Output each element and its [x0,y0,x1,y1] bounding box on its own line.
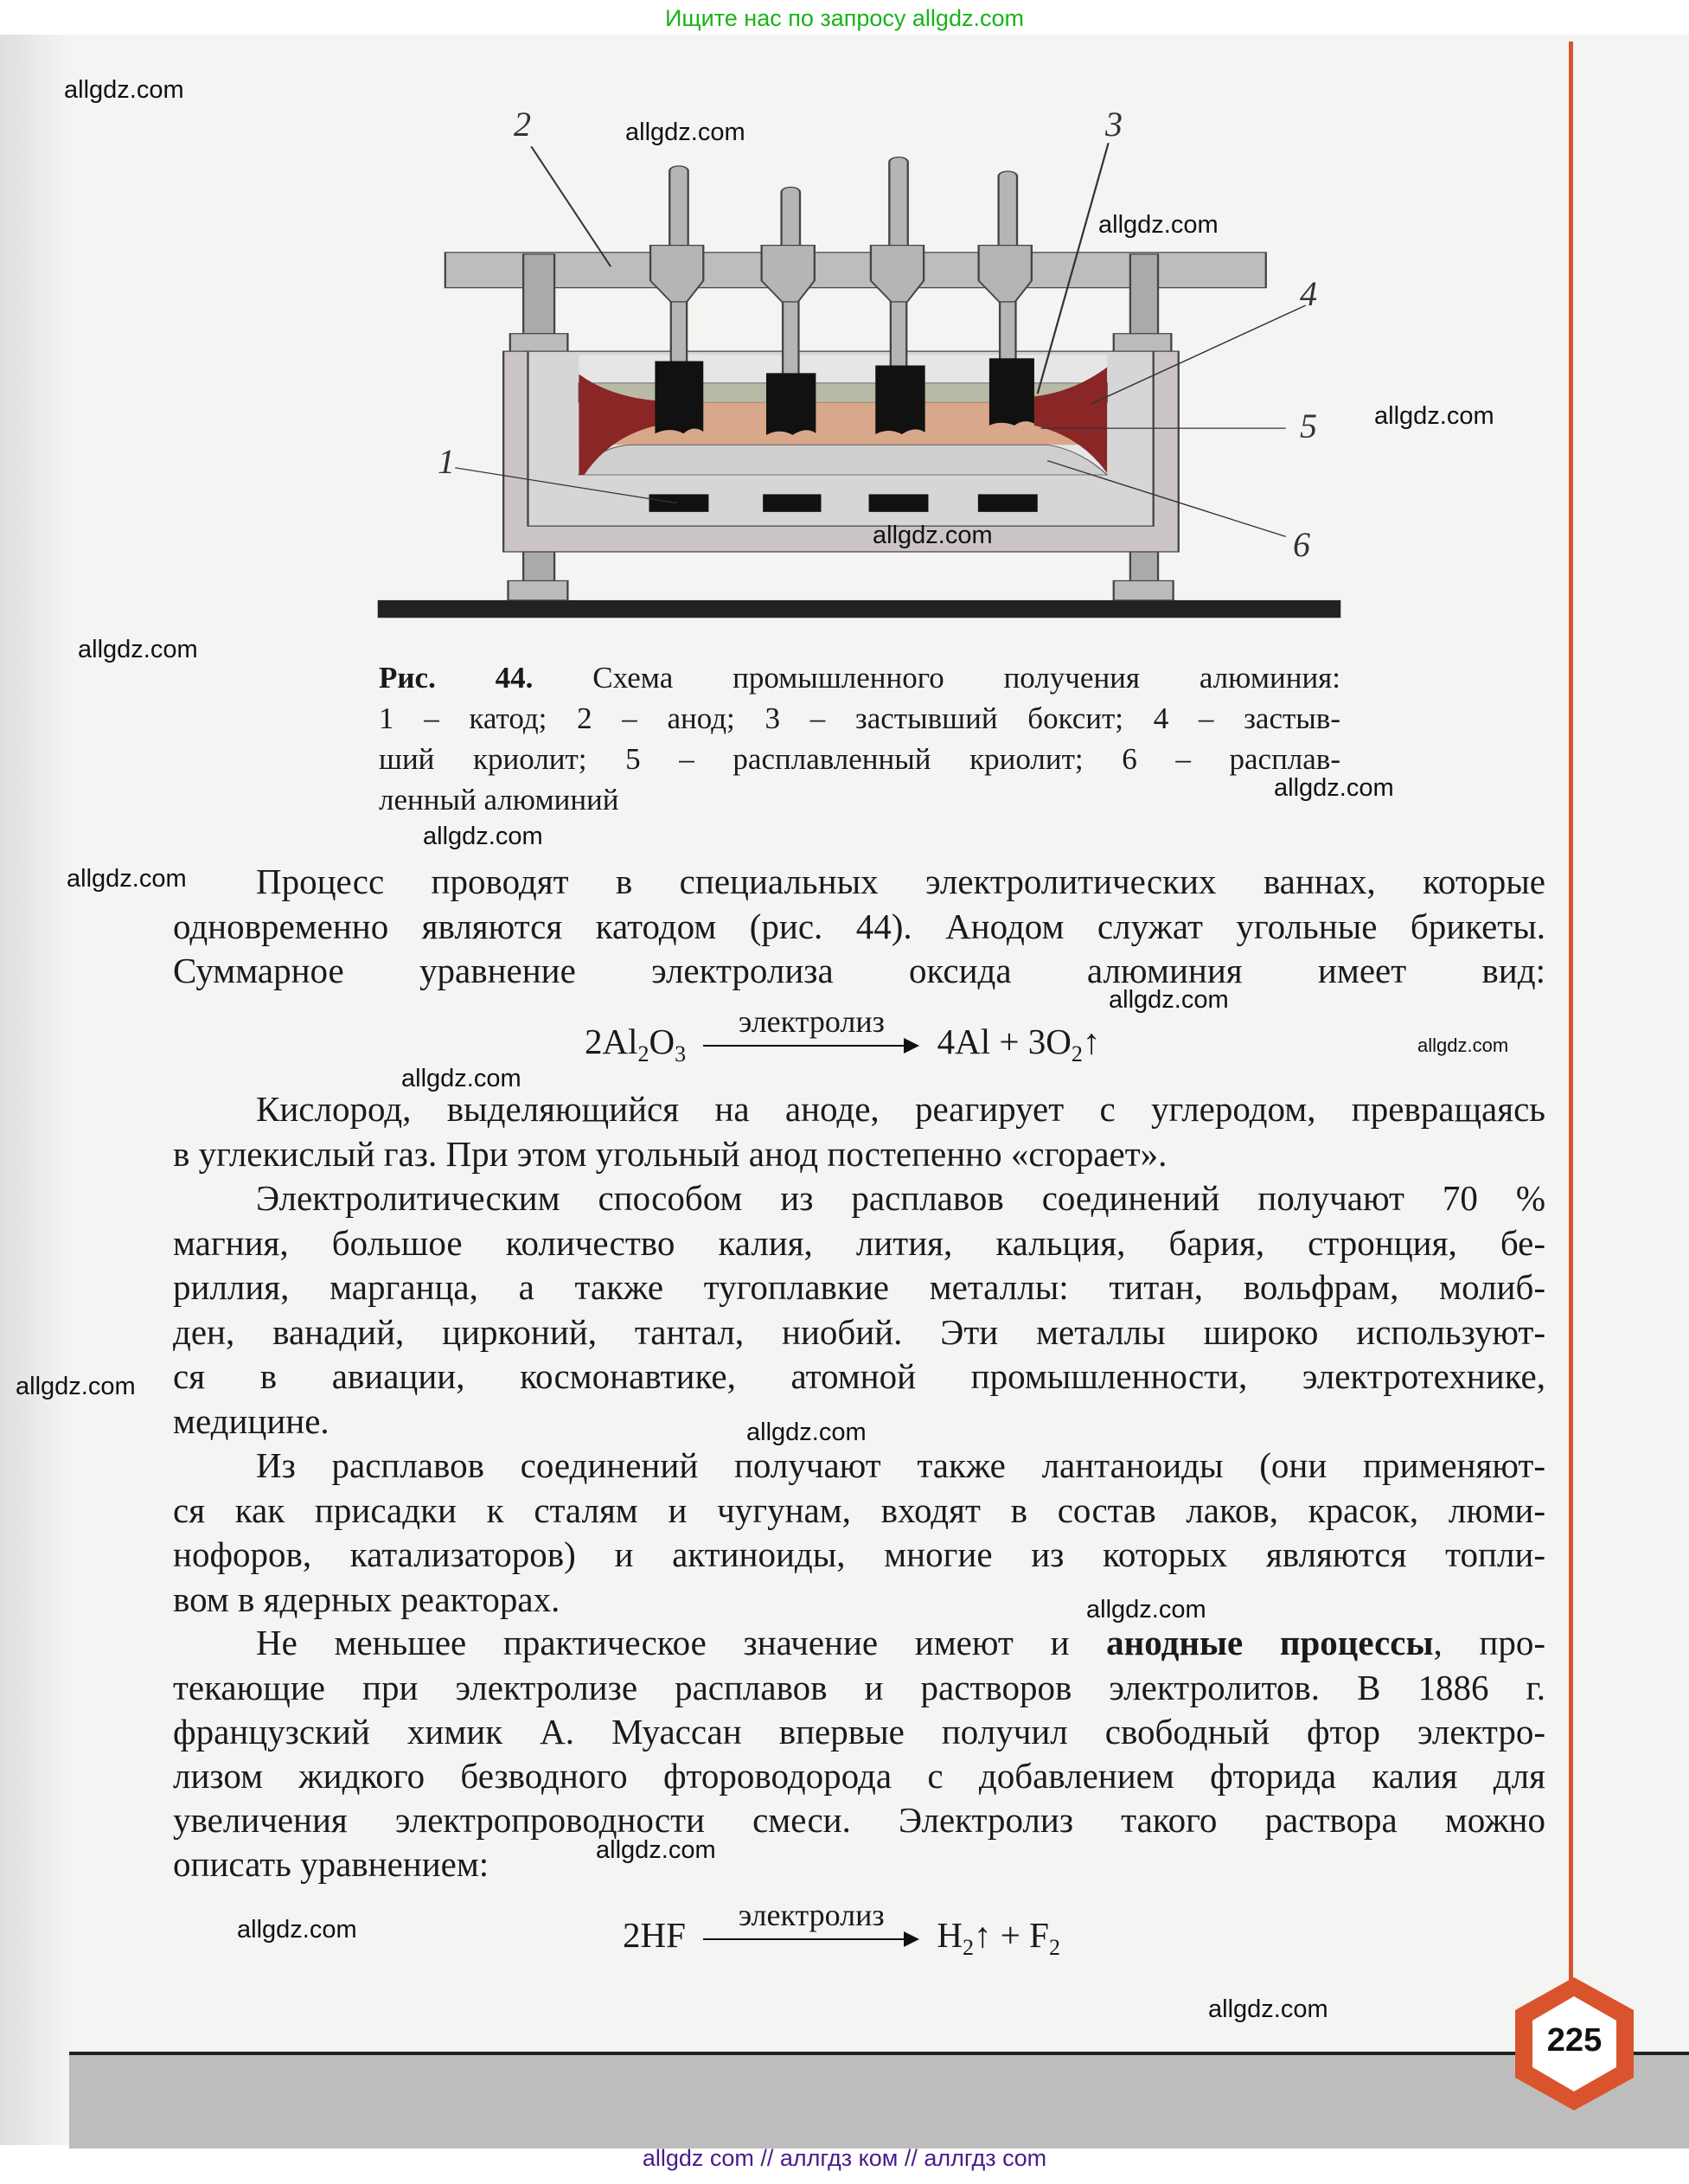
bold-term: анодные процессы [1106,1623,1434,1662]
text-line: риллия, марганца, а также тугоплавкие металлы: титан, вольфрам, молиб- [173,1267,1545,1307]
watermark: allgdz.com [625,118,745,146]
watermark: allgdz.com [1417,1034,1509,1056]
text-line: Кислород, выделяющийся на аноде, реагирует с углеродом, превращаясь [256,1089,1545,1129]
watermark: allgdz.com [873,522,993,549]
eq-term: ↑ + F [974,1915,1049,1955]
figure-label-5: 5 [1300,407,1317,445]
watermark: allgdz.com [78,636,198,663]
eq-term: 2HF [623,1915,686,1955]
molten-aluminium [579,445,1107,475]
margin-red-line [1569,42,1573,1988]
leg-left [523,552,554,584]
post-left [523,254,554,336]
text-line: магния, большое количество калия, лития, кальция, бария, стронция, бе- [173,1223,1545,1263]
text-line: Электролитическим способом из расплавов соединений получают 70 % [256,1178,1545,1218]
text-line: в углекислый газ. При этом угольный анод постепенно «сгорает». [173,1134,1168,1174]
eq-subscript: 3 [675,1041,687,1067]
caption-text: Схема промышленного получения алюминия: [592,661,1341,695]
foot-left [509,580,568,599]
watermark: allgdz.com [596,1836,716,1864]
post-right [1130,254,1158,336]
watermark: allgdz.com [401,1065,521,1092]
figure-label-4: 4 [1300,274,1317,313]
watermark: allgdz.com [67,865,187,893]
watermark: allgdz.com [1208,1995,1328,2023]
base-floor [378,600,1341,618]
watermark: allgdz.com [423,823,543,850]
text-run: Не меньшее практическое значение имеют и [256,1623,1107,1662]
eq-term: 4Al + 3O [937,1022,1072,1061]
text-line: увеличения электропроводности смеси. Электролиз такого раствора можно [173,1800,1545,1840]
text-line: ден, ванадий, цирконий, тантал, ниобий. Эти металлы широко используют- [173,1312,1545,1352]
text-line: нофоров, катализаторов) и актиноиды, многие из которых являются топли- [173,1534,1545,1574]
figure-label-6: 6 [1293,525,1310,564]
text-line: Суммарное уравнение электролиза оксида алюминия имеет вид: [173,951,1545,990]
reaction-arrow [703,1003,919,1059]
caption-line [379,657,1340,698]
top-banner[interactable]: Ищите нас по запросу allgdz.com [665,5,1024,31]
text-line [256,1622,1545,1663]
page-number: 225 [1546,2022,1603,2059]
watermark: allgdz.com [1086,1596,1206,1624]
arrow-label: электролиз [738,1897,885,1932]
caption-line: ленный алюминий [379,783,619,817]
text-line: вом в ядерных реакторах. [173,1579,560,1619]
watermark: allgdz.com [16,1373,136,1400]
caption-title: Рис. 44. [379,661,534,695]
equation-hf-electrolysis [623,1897,1060,1961]
page-gutter [0,35,69,2145]
text-line: лизом жидкого безводного фтороводорода с добавлением фторида калия для [173,1756,1545,1796]
figure-caption [379,657,1340,820]
post-cap-left [510,334,568,351]
watermark: allgdz.com [1374,402,1494,430]
text-line: одновременно являются катодом (рис. 44). Анодом служат угольные брикеты. [173,906,1545,946]
watermark: allgdz.com [1098,211,1219,239]
text-run: , про- [1433,1623,1545,1662]
caption-line: 1 – катод; 2 – анод; 3 – застывший боксит; 4 – застыв- [379,701,1340,735]
page-bottom-band [69,2052,1689,2149]
eq-subscript: 2 [963,1935,975,1961]
text-line: французский химик А. Муассан впервые получил свободный фтор электро- [173,1712,1545,1752]
watermark: allgdz.com [1109,986,1229,1014]
figure-label-3: 3 [1105,105,1123,144]
eq-subscript: 2 [637,1041,649,1067]
text-line: ся в авиации, космонавтике, атомной промышленности, электротехнике, [173,1356,1545,1396]
watermark: allgdz.com [746,1419,867,1446]
watermark: allgdz.com [64,76,184,104]
caption-line: ший криолит; 5 – расплавленный криолит; 6 – расплав- [379,742,1340,776]
text-line: ся как присадки к сталям и чугунам, входят в состав лаков, красок, люми- [173,1490,1545,1530]
eq-subscript: 2 [1071,1041,1083,1067]
eq-subscript: 2 [1048,1935,1060,1961]
arrow-label: электролиз [738,1003,885,1039]
eq-term: O [649,1022,675,1061]
electrolysis-cell-diagram [346,86,1384,640]
watermark: allgdz.com [1274,774,1394,802]
text-line: текающие при электролизе расплавов и растворов электролитов. В 1886 г. [173,1668,1545,1707]
eq-term: 2Al [585,1022,638,1061]
post-cap-right [1114,334,1172,351]
figure-label-1: 1 [438,442,455,481]
foot-right [1114,580,1174,599]
watermark: allgdz.com [237,1916,357,1944]
footer-links[interactable]: allgdz com // аллгдз ком // аллгдз com [642,2145,1047,2171]
text-line: описать уравнением: [173,1844,489,1884]
text-line: Процесс проводят в специальных электролитических ваннах, которые [256,861,1545,901]
eq-term: H [937,1915,963,1955]
text-line: медицине. [173,1401,329,1441]
eq-term: ↑ [1082,1022,1101,1061]
reaction-arrow [703,1897,919,1952]
figure-label-2: 2 [514,105,531,144]
leg-right [1130,552,1158,584]
equation-alumina-electrolysis [585,1003,1101,1067]
text-line: Из расплавов соединений получают также лантаноиды (они применяют- [256,1445,1545,1485]
